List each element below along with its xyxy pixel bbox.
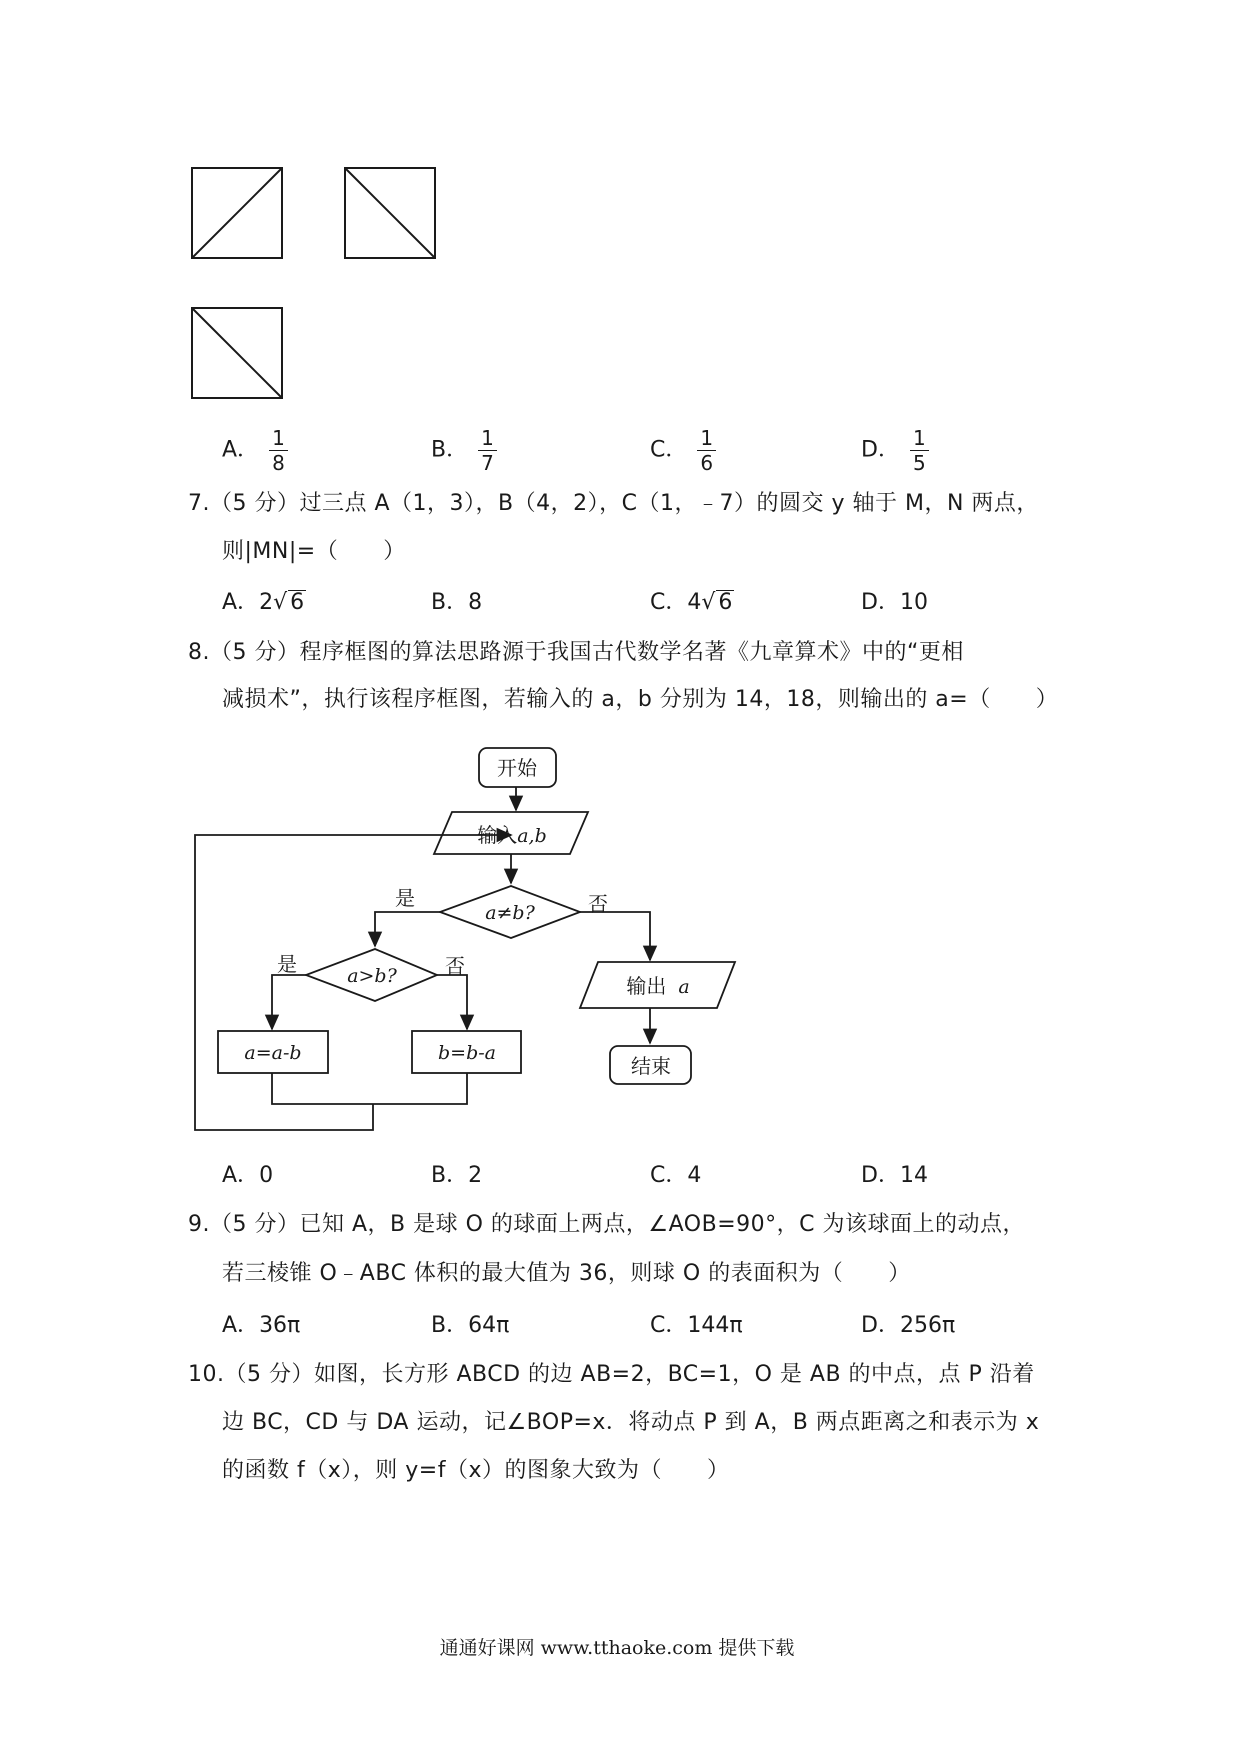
flow-assign2-label: b=b-a [438,1042,496,1064]
q7-stem-line-2: 则|MN|=（ ） [222,539,406,564]
q9-stem-line-1: 9.（5 分）已知 A，B 是球 O 的球面上两点，∠AOB=90°，C 为该球面上的动点， [188,1212,1025,1237]
q9-option-c[interactable] [650,1311,743,1341]
flow-cond1-yes-label: 是 [395,886,415,910]
q9-option-b-value: 64π [468,1313,510,1338]
q7-option-c-letter: C． [650,590,688,615]
q6-option-c-letter: C． [650,437,688,463]
q9-option-d-value: 256π [899,1313,956,1338]
flow-cond2-label: a>b? [347,965,397,987]
q7-option-a-radicand: 6 [290,590,305,615]
q6-option-b-letter: B． [431,437,469,463]
q9-option-a-value: 36π [259,1313,301,1338]
q7-option-c-radicand: 6 [718,590,733,615]
q6-option-b-fraction: $\frac{1}{7}$ [478,427,497,474]
q8-option-a-letter: A． [222,1163,260,1188]
q8-option-d[interactable] [861,1161,928,1191]
sqrt-symbol: √ [273,590,288,615]
q8-stem-line-2: 减损术”，执行该程序框图，若输入的 a，b 分别为 14，18，则输出的 a=（ ） [222,687,1059,712]
q8-option-a[interactable] [222,1161,273,1191]
q8-option-c-letter: C． [650,1163,688,1188]
q7-option-b-letter: B． [431,590,469,615]
q6-option-d-fraction: $\frac{1}{5}$ [910,427,929,474]
q7-option-c-coef: 4 [687,590,702,615]
q8-option-a-value: 0 [259,1163,274,1188]
q9-option-c-value: 144π [687,1313,743,1338]
q9-stem-line-2: 若三棱锥 O﹣ABC 体积的最大值为 36，则球 O 的表面积为（ ） [222,1261,911,1286]
q8-option-b-value: 2 [468,1163,483,1188]
flow-assign1-label: a=a-b [244,1042,302,1064]
q7-option-d-value: 10 [899,590,928,615]
flow-cond1-label: a≠b? [485,902,535,924]
q9-option-d-letter: D． [861,1313,900,1338]
flow-cond1-no-label: 否 [588,892,608,916]
flow-end-label: 结束 [631,1054,671,1078]
flow-start-label: 开始 [497,756,537,780]
flow-input-label: 输入a,b [477,823,547,847]
q8-option-b[interactable] [431,1161,482,1191]
q8-option-d-value: 14 [899,1163,928,1188]
q7-option-a-letter: A． [222,590,260,615]
q7-option-d-letter: D． [861,590,900,615]
q8-option-c-value: 4 [687,1163,702,1188]
q7-stem-line-1: 7.（5 分）过三点 A（1，3），B（4，2），C（1，﹣7）的圆交 y 轴于 M，N 两点， [188,491,1039,516]
q7-option-b-value: 8 [468,590,483,615]
q9-option-b[interactable] [431,1311,509,1341]
q8-option-c[interactable] [650,1161,701,1191]
q10-stem-line-1: 10.（5 分）如图，长方形 ABCD 的边 AB=2，BC=1，O 是 AB 的中点，点 P 沿着 [188,1362,1035,1387]
q9-option-a[interactable] [222,1311,300,1341]
flow-cond2-no-label: 否 [445,954,465,978]
q10-stem-line-2: 边 BC，CD 与 DA 运动，记∠BOP=x．将动点 P 到 A，B 两点距离之和表示为 x [222,1410,1040,1435]
q8-option-b-letter: B． [431,1163,469,1188]
sqrt-symbol: √ [701,590,716,615]
q6-option-c-fraction: $\frac{1}{6}$ [697,427,716,474]
flow-cond2-yes-label: 是 [277,952,297,976]
q6-option-a-fraction: $\frac{1}{8}$ [269,427,288,474]
q6-option-d-letter: D． [861,437,900,463]
page-footer: 通通好课网 www.tthaoke.com 提供下载 [439,1637,795,1659]
q9-option-d[interactable] [861,1311,955,1341]
flow-output-label: 输出 a [626,974,690,998]
q10-stem-line-3: 的函数 f（x），则 y=f（x）的图象大致为（ ） [222,1458,730,1483]
q9-option-a-letter: A． [222,1313,260,1338]
q7-option-a-coef: 2 [259,590,274,615]
q9-option-c-letter: C． [650,1313,688,1338]
q8-stem-line-1: 8.（5 分）程序框图的算法思路源于我国古代数学名著《九章算术》中的“更相 [188,640,964,665]
q8-option-d-letter: D． [861,1163,900,1188]
q9-option-b-letter: B． [431,1313,469,1338]
q6-option-a-letter: A． [222,437,260,463]
